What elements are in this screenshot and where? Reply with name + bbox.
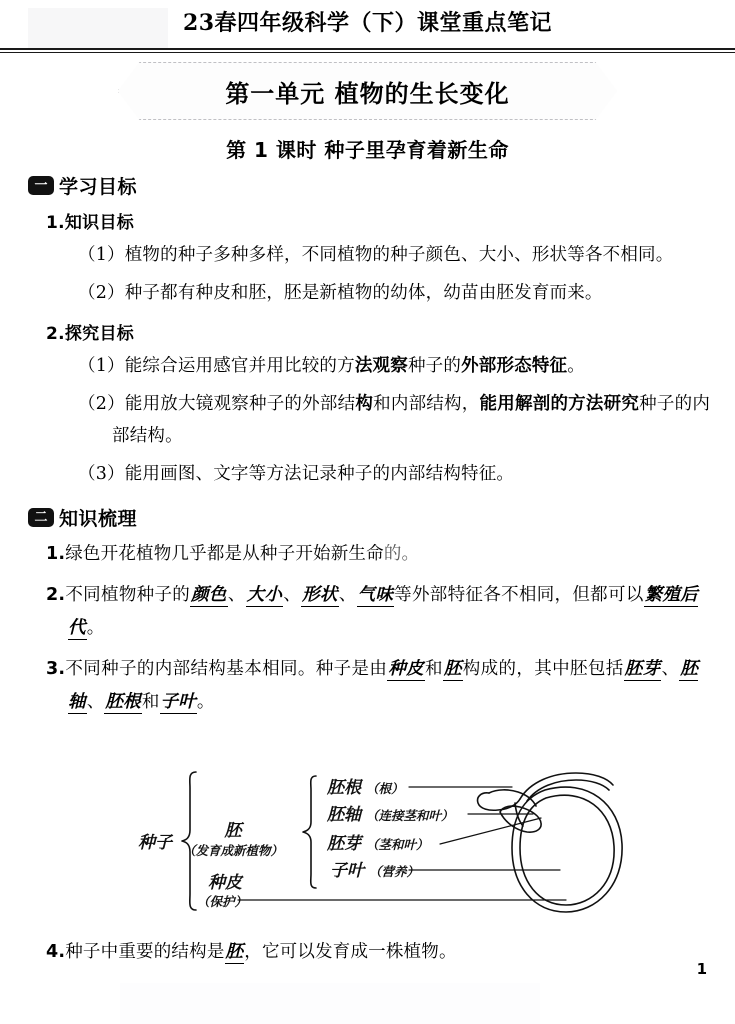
- objective-item: [78, 239, 710, 271]
- lesson-title: 第 1 课时 种子里孕育着新生命: [226, 138, 509, 162]
- diagram-part-note-hypocotyl: （连接茎和叶）: [366, 808, 454, 823]
- unit-banner: [118, 62, 618, 120]
- section-title: 知识梳理: [59, 507, 138, 530]
- diagram-part-note-cotyledon: （营养）: [369, 864, 420, 879]
- fact-text: 绿色开花植物几乎都是从种子开始新生命的。: [65, 544, 420, 564]
- page-tail: [0, 928, 735, 977]
- item-marker: （2）: [78, 283, 125, 303]
- key-term: 种皮: [388, 659, 424, 679]
- key-term: 形状: [302, 585, 338, 605]
- item-marker: （2）: [78, 394, 125, 414]
- objective-item: [78, 350, 710, 382]
- section-heading-knowledge-summary: [28, 504, 735, 530]
- trailing-text: 的。: [383, 544, 420, 564]
- emphasis-text: 法观察: [354, 356, 408, 376]
- diagram-part-label-plumule: 胚芽: [327, 834, 361, 854]
- item-text: 能用放大镜观察种子的外部结构和内部结构，能用解剖的方法研究种子的内部结构。: [112, 394, 711, 446]
- objective-item: [78, 277, 710, 309]
- outer-brace: [182, 772, 196, 910]
- fact-number: 2.: [46, 585, 66, 605]
- diagram-part-label-hypocotyl: 胚轴: [327, 805, 361, 825]
- emphasis-text: 构: [355, 394, 374, 414]
- knowledge-fact: [46, 538, 698, 571]
- diagram-part-label-cotyledon: 子叶: [330, 861, 364, 881]
- header-divider-rule: [0, 48, 735, 53]
- fact-text: 不同植物种子的颜色、大小、形状、气味等外部特征各不相同，但都可以繁殖后代。: [65, 585, 698, 638]
- item-marker: （1）: [78, 356, 125, 376]
- bean-seed-illustration: [478, 773, 623, 912]
- key-term: 胚: [443, 659, 462, 679]
- subheading-knowledge-objectives: 1.知识目标: [46, 213, 135, 233]
- key-term: 气味: [357, 585, 394, 605]
- knowledge-fact: [46, 653, 698, 719]
- seed-structure-diagram: [0, 760, 735, 930]
- fact-number: 4.: [46, 942, 66, 962]
- fact-text: 不同种子的内部结构基本相同。种子是由种皮和胚构成的，其中胚包括胚芽、胚轴、胚根和子叶。: [65, 659, 699, 712]
- unit-banner-container: [0, 62, 735, 120]
- unit-banner-title: 第一单元 植物的生长变化: [225, 79, 510, 108]
- objective-item: [78, 388, 710, 452]
- key-term: 胚: [225, 942, 244, 962]
- key-term: 繁殖后代: [68, 585, 698, 638]
- diagram-branch-note-seed-coat: （保护）: [196, 894, 248, 909]
- item-text: 种子都有种皮和胚，胚是新植物的幼体，幼苗由胚发育而来。: [124, 283, 603, 303]
- diagram-branch-label-embryo: 胚: [224, 821, 242, 841]
- fact-text: 种子中重要的结构是胚，它可以发育成一株植物。: [65, 942, 457, 962]
- section-title: 学习目标: [59, 175, 138, 198]
- knowledge-fact: [46, 936, 698, 969]
- item-marker: （3）: [78, 464, 125, 484]
- diagram-part-note-radicle: （根）: [366, 781, 404, 796]
- diagram-root-label: 种子: [138, 833, 172, 853]
- key-term: 胚芽: [624, 659, 661, 679]
- item-text: 植物的种子多种多样，不同植物的种子颜色、大小、形状等各不相同。: [124, 245, 674, 265]
- key-term: 大小: [246, 585, 283, 605]
- inner-brace: [303, 776, 316, 888]
- diagram-part-note-plumule: （茎和叶）: [366, 837, 429, 852]
- knowledge-fact: [46, 579, 698, 645]
- seed-diagram-svg: [0, 760, 735, 930]
- diagram-part-label-radicle: 胚根: [327, 778, 361, 798]
- fact-number: 3.: [46, 659, 66, 679]
- objective-item: [78, 458, 710, 490]
- key-term: 颜色: [191, 585, 227, 605]
- section-number-tag-icon: 二: [28, 508, 54, 527]
- footer-decorative-block: [120, 983, 540, 1024]
- section-heading-learning-objectives: [28, 172, 735, 198]
- page-header: [0, 0, 735, 56]
- key-term: 胚轴: [68, 659, 699, 712]
- emphasis-text: 外部形态特征: [461, 356, 568, 376]
- document-title: 23春四年级科学（下）课堂重点笔记: [182, 10, 553, 36]
- item-marker: （1）: [78, 245, 125, 265]
- diagram-branch-label-seed-coat: 种皮: [208, 873, 242, 893]
- page-number: 1: [696, 960, 707, 978]
- emphasis-text: 解剖: [514, 394, 551, 414]
- subheading-inquiry-objectives: 2.探究目标: [46, 324, 135, 344]
- diagram-branch-note-embryo: （发育成新植物）: [182, 843, 284, 858]
- section-number-tag-icon: 一: [28, 176, 54, 195]
- fact-number: 1.: [46, 544, 66, 564]
- item-text: 能综合运用感官并用比较的方法观察种子的外部形态特征。: [124, 356, 585, 376]
- emphasis-text: 能用: [479, 394, 515, 414]
- emphasis-text: 的方法研究: [550, 394, 640, 414]
- key-term: 胚根: [105, 692, 141, 712]
- item-text: 能用画图、文字等方法记录种子的内部结构特征。: [124, 464, 515, 484]
- page-content: [0, 172, 735, 727]
- key-term: 子叶: [160, 692, 196, 712]
